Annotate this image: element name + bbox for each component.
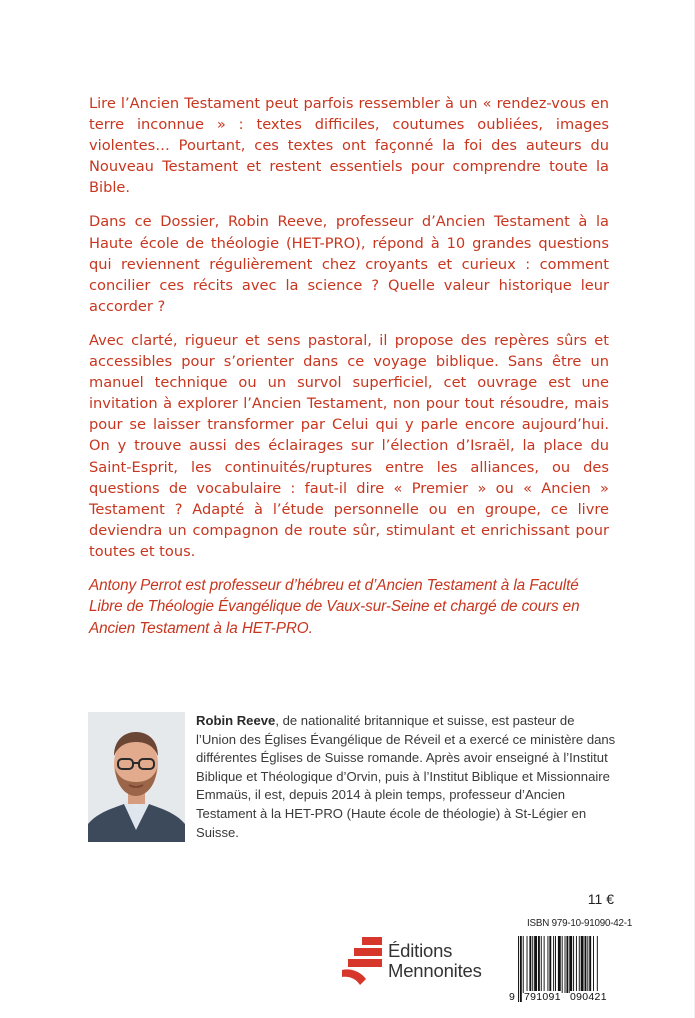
barcode-digit-lead: 9 — [509, 991, 516, 1003]
publisher-name-line1: Éditions — [388, 940, 453, 961]
stacked-red-bars-logo-icon — [340, 935, 384, 987]
author-portrait-icon — [88, 712, 185, 842]
author-photo — [88, 712, 185, 842]
publisher-name — [388, 941, 482, 981]
barcode — [510, 936, 616, 1006]
author-bio — [196, 712, 616, 842]
blurb-paragraph-1: Lire l’Ancien Testament peut parfois ressembler à un « rendez-vous en terre inconnue » : textes difficiles, coutumes oubliées, images violentes… Pourtant, ces textes ont façonné la foi des auteurs du Nouveau Testament et restent essentiels pour comprendre toute la Bible. — [89, 95, 609, 197]
blurb-text — [89, 93, 609, 652]
author-bio-text: , de nationalité britannique et suisse, est pasteur de l’Union des Églises Évangélique de Réveil et a exercé ce ministère dans différentes Églises de Suisse romande. Après avoir enseigné à l’Institut Biblique et Théologique d’Orvin, puis à l’Institut Biblique et Missionnaire Emmaüs, il est, depuis 2014 à plein temps, professeur d’Ancien Testament à la HET-PRO (Haute école de théologie) à St-Légier en Suisse. — [196, 713, 616, 840]
publisher-logo — [340, 935, 510, 995]
barcode-digits-left: 791091 — [524, 991, 561, 1003]
publisher-name-line2: Mennonites — [388, 960, 482, 981]
price: 11 € — [587, 891, 614, 907]
blurb-paragraph-3: Avec clarté, rigueur et sens pastoral, il propose des repères sûrs et accessibles pour s’orienter dans ce voyage biblique. Sans être un manuel technique ou un survol superficiel, cet ouvrage est une invitation à explorer l’Ancien Testament, non pour tout résoudre, mais pour se laisser transformer par Celui qui y parle encore aujourd’hui. On y trouve aussi des éclairages sur l’élection d’Israël, la place du Saint-Esprit, les continuités/ruptures entre les alliances, ou des questions de vocabulaire : faut-il dire « Premier » ou « Ancien » Testament ? Adapté à l’étude personnelle ou en groupe, ce livre deviendra un compagnon de route sûr, stimulant et enrichissant pour toutes et tous. — [89, 331, 609, 560]
barcode-digits-right: 090421 — [570, 991, 607, 1003]
isbn: ISBN 979-10-91090-42-1 — [527, 918, 633, 929]
author-name: Robin Reeve — [196, 713, 276, 728]
blurb-paragraph-2: Dans ce Dossier, Robin Reeve, professeur d’Ancien Testament à la Haute école de théologie (HET-PRO), répond à 10 grandes questions qui reviennent régulièrement chez croyants et curieux : comment concilier ces récits avec la science ? Quelle valeur historique leur accorder ? — [89, 213, 609, 315]
endorsement: Antony Perrot est professeur d’hébreu et d’Ancien Testament à la Faculté Libre de Théologie Évangélique de Vaux-sur-Seine et chargé de cours en Ancien Testament à la HET-PRO. — [89, 576, 580, 637]
